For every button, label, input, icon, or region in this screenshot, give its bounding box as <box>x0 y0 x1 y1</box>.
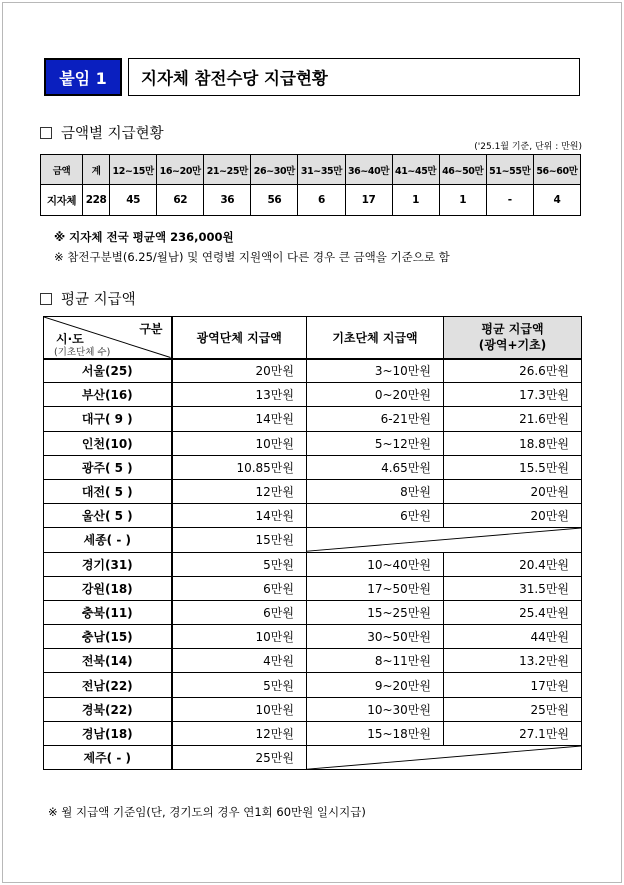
checkbox-square-icon <box>40 293 52 305</box>
metro-payment-cell: 13만원 <box>172 383 307 407</box>
region-cell: 세종( - ) <box>44 528 172 552</box>
table-row <box>44 746 582 770</box>
section-average-heading <box>40 288 136 309</box>
region-cell: 인천(10) <box>44 431 172 455</box>
metro-payment-cell: 12만원 <box>172 479 307 503</box>
footnote: ※ 월 지급액 기준임(단, 경기도의 경우 연1회 60만원 일시지급) <box>48 805 366 819</box>
page-title: 지자체 참전수당 지급현황 <box>128 58 580 96</box>
basic-payment-cell: 4.65만원 <box>307 455 444 479</box>
basic-payment-cell: 10~40만원 <box>307 552 444 576</box>
table-row <box>44 625 582 649</box>
header-metro-payment: 광역단체 지급액 <box>172 317 307 359</box>
metro-payment-cell: 14만원 <box>172 504 307 528</box>
corner-region-label: 시·도 <box>56 332 84 346</box>
basic-payment-cell: 5~12만원 <box>307 431 444 455</box>
region-cell: 광주( 5 ) <box>44 455 172 479</box>
table-row <box>44 455 582 479</box>
average-payment-cell: 20만원 <box>444 479 582 503</box>
header-average-payment <box>444 317 582 359</box>
column-header: 36~40만 <box>345 155 392 185</box>
table-row <box>41 185 581 216</box>
table-cell: 56 <box>251 185 298 216</box>
basic-payment-cell: 3~10만원 <box>307 359 444 383</box>
metro-payment-cell: 4만원 <box>172 649 307 673</box>
basic-payment-cell: 6-21만원 <box>307 407 444 431</box>
average-payment-cell: 21.6만원 <box>444 407 582 431</box>
table-row <box>44 528 582 552</box>
table-row <box>44 649 582 673</box>
unit-note: ('25.1월 기준, 단위 : 만원) <box>474 142 582 152</box>
basic-payment-cell: 8~11만원 <box>307 649 444 673</box>
average-payment-cell: 15.5만원 <box>444 455 582 479</box>
column-header: 31~35만 <box>298 155 345 185</box>
table-cell: - <box>486 185 533 216</box>
column-header: 26~30만 <box>251 155 298 185</box>
metro-payment-cell: 14만원 <box>172 407 307 431</box>
metro-payment-cell: 5만원 <box>172 673 307 697</box>
average-payment-cell: 20만원 <box>444 504 582 528</box>
criteria-note: ※ 참전구분별(6.25/월남) 및 연령별 지원액이 다른 경우 큰 금액을 기준으로 함 <box>54 250 450 264</box>
basic-payment-cell: 17~50만원 <box>307 576 444 600</box>
metro-payment-cell: 6만원 <box>172 600 307 624</box>
table-row <box>44 479 582 503</box>
table-header-row <box>44 317 582 359</box>
average-payment-cell: 17.3만원 <box>444 383 582 407</box>
region-cell: 서울(25) <box>44 359 172 383</box>
basic-payment-cell: 15~18만원 <box>307 721 444 745</box>
metro-payment-cell: 10만원 <box>172 697 307 721</box>
table-cell: 1 <box>439 185 486 216</box>
column-header: 12~15만 <box>110 155 157 185</box>
column-header: 41~45만 <box>392 155 439 185</box>
basic-payment-cell: 30~50만원 <box>307 625 444 649</box>
average-payment-cell: 20.4만원 <box>444 552 582 576</box>
region-cell: 충남(15) <box>44 625 172 649</box>
header-corner-cell <box>44 317 172 359</box>
average-payment-cell: 25만원 <box>444 697 582 721</box>
corner-category-label: 구분 <box>139 322 163 336</box>
checkbox-square-icon <box>40 127 52 139</box>
region-cell: 경북(22) <box>44 697 172 721</box>
region-cell: 강원(18) <box>44 576 172 600</box>
metro-payment-cell: 10만원 <box>172 625 307 649</box>
table-row <box>44 673 582 697</box>
average-payment-cell: 44만원 <box>444 625 582 649</box>
region-cell: 제주( - ) <box>44 746 172 770</box>
metro-payment-cell: 25만원 <box>172 746 307 770</box>
corner-count-label: (기초단체 수) <box>54 347 111 358</box>
table-row <box>44 721 582 745</box>
table-row <box>44 697 582 721</box>
table-row <box>44 576 582 600</box>
header-basic-payment: 기초단체 지급액 <box>307 317 444 359</box>
section-amount-heading <box>40 122 164 143</box>
region-cell: 경남(18) <box>44 721 172 745</box>
merged-empty-cell <box>307 746 582 770</box>
region-cell: 부산(16) <box>44 383 172 407</box>
average-payment-cell: 13.2만원 <box>444 649 582 673</box>
attachment-badge: 붙임 1 <box>44 58 122 96</box>
region-cell: 전북(14) <box>44 649 172 673</box>
header-average-line2: (광역+기초) <box>478 338 547 353</box>
table-cell: 36 <box>204 185 251 216</box>
average-payment-cell: 25.4만원 <box>444 600 582 624</box>
region-cell: 충북(11) <box>44 600 172 624</box>
basic-payment-cell: 10~30만원 <box>307 697 444 721</box>
table-row <box>44 552 582 576</box>
column-header: 46~50만 <box>439 155 486 185</box>
table-cell: 45 <box>110 185 157 216</box>
average-payment-cell: 31.5만원 <box>444 576 582 600</box>
average-payment-cell: 17만원 <box>444 673 582 697</box>
table-row <box>44 407 582 431</box>
merged-empty-cell <box>307 528 582 552</box>
metro-payment-cell: 15만원 <box>172 528 307 552</box>
region-cell: 대구( 9 ) <box>44 407 172 431</box>
column-header: 계 <box>83 155 110 185</box>
diagonal-line <box>307 746 581 769</box>
basic-payment-cell: 9~20만원 <box>307 673 444 697</box>
section-amount-title: 금액별 지급현황 <box>61 126 164 142</box>
table-row <box>44 359 582 383</box>
metro-payment-cell: 12만원 <box>172 721 307 745</box>
region-cell: 대전( 5 ) <box>44 479 172 503</box>
metro-payment-cell: 6만원 <box>172 576 307 600</box>
region-cell: 경기(31) <box>44 552 172 576</box>
basic-payment-cell: 0~20만원 <box>307 383 444 407</box>
table-cell: 228 <box>83 185 110 216</box>
basic-payment-cell: 6만원 <box>307 504 444 528</box>
table-row <box>44 383 582 407</box>
amount-distribution-table <box>40 154 581 216</box>
metro-payment-cell: 10.85만원 <box>172 455 307 479</box>
average-payment-table <box>43 316 582 770</box>
section-average-title: 평균 지급액 <box>61 292 136 308</box>
table-cell: 62 <box>157 185 204 216</box>
column-header: 56~60만 <box>533 155 580 185</box>
table-cell: 4 <box>533 185 580 216</box>
metro-payment-cell: 10만원 <box>172 431 307 455</box>
metro-payment-cell: 5만원 <box>172 552 307 576</box>
average-payment-cell: 18.8만원 <box>444 431 582 455</box>
column-header: 금액 <box>41 155 83 185</box>
table-cell: 6 <box>298 185 345 216</box>
table-row <box>44 504 582 528</box>
diagonal-line <box>307 528 581 551</box>
table-row <box>44 600 582 624</box>
column-header: 16~20만 <box>157 155 204 185</box>
table-cell: 1 <box>392 185 439 216</box>
national-average-note: ※ 지자체 전국 평균액 236,000원 <box>54 230 234 244</box>
average-payment-cell: 26.6만원 <box>444 359 582 383</box>
row-label: 지자체 <box>41 185 83 216</box>
average-payment-cell: 27.1만원 <box>444 721 582 745</box>
table-header-row <box>41 155 581 185</box>
metro-payment-cell: 20만원 <box>172 359 307 383</box>
column-header: 51~55만 <box>486 155 533 185</box>
basic-payment-cell: 15~25만원 <box>307 600 444 624</box>
region-cell: 전남(22) <box>44 673 172 697</box>
basic-payment-cell: 8만원 <box>307 479 444 503</box>
column-header: 21~25만 <box>204 155 251 185</box>
header-average-line1: 평균 지급액 <box>481 322 544 337</box>
table-row <box>44 431 582 455</box>
table-cell: 17 <box>345 185 392 216</box>
document-title <box>44 58 580 96</box>
region-cell: 울산( 5 ) <box>44 504 172 528</box>
